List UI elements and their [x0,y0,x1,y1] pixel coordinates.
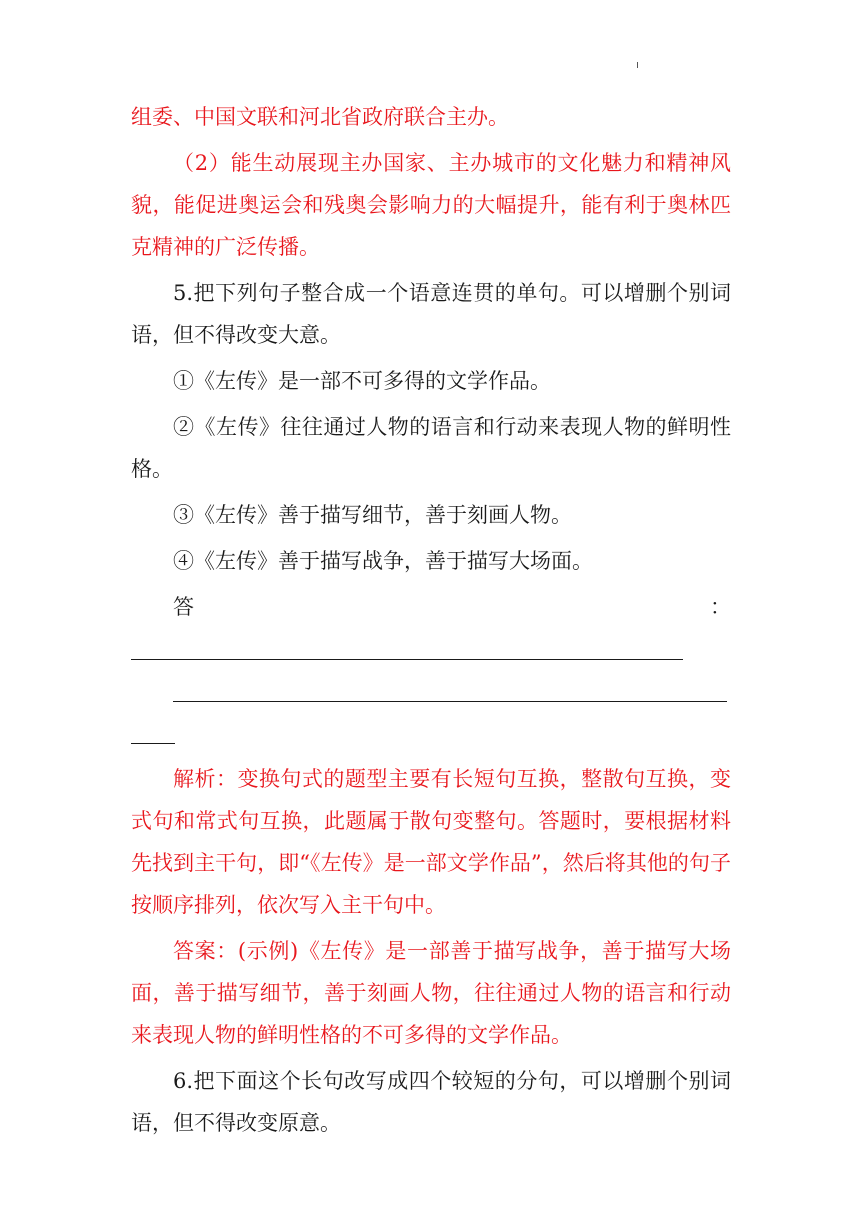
answer-label: 答 [173,595,194,619]
analysis-paragraph: 解析：变换句式的题型主要有长短句互换，整散句互换，变式句和常式句互换，此题属于散句变整句。答题时，要根据材料先找到主干句，即“《左传》是一部文学作品”，然后将其他的句子按顺序排列，依次写入主干句中。 [131,767,731,917]
sentence-2: ②《左传》往往通过人物的语言和行动来表现人物的鲜明性格。 [131,415,731,481]
answer-colon: ： [710,595,731,619]
question-6-prompt: 6.把下面这个长句改写成四个较短的分句，可以增删个别词语，但不得改变原意。 [131,1069,731,1135]
answer-label-row [131,586,731,628]
sentence-1: ①《左传》是一部不可多得的文学作品。 [173,369,551,393]
answer-blank-line-2 [131,670,731,712]
blank-rule [131,659,683,660]
blank-rule [131,743,175,744]
answer-part-2: （2）能生动展现主办国家、主办城市的文化魅力和精神风貌，能促进奥运会和残奥会影响力的大幅提升，能有利于奥林匹克精神的广泛传播。 [131,151,731,259]
page-mark [637,62,638,68]
answer-paragraph: 答案：(示例)《左传》是一部善于描写战争，善于描写大场面，善于描写细节，善于刻画人物，往往通过人物的语言和行动来表现人物的鲜明性格的不可多得的文学作品。 [131,939,731,1047]
blank-rule [173,701,727,702]
answer-blank-line-1 [131,628,731,670]
document-body [131,96,731,1144]
sentence-3: ③《左传》善于描写细节，善于刻画人物。 [173,503,572,527]
question-5-prompt: 5.把下列句子整合成一个语意连贯的单句。可以增删个别词语，但不得改变大意。 [131,281,731,347]
continued-answer-line: 组委、中国文联和河北省政府联合主办。 [131,105,509,129]
sentence-4: ④《左传》善于描写战争，善于描写大场面。 [173,549,593,573]
answer-blank-line-3 [131,712,731,754]
